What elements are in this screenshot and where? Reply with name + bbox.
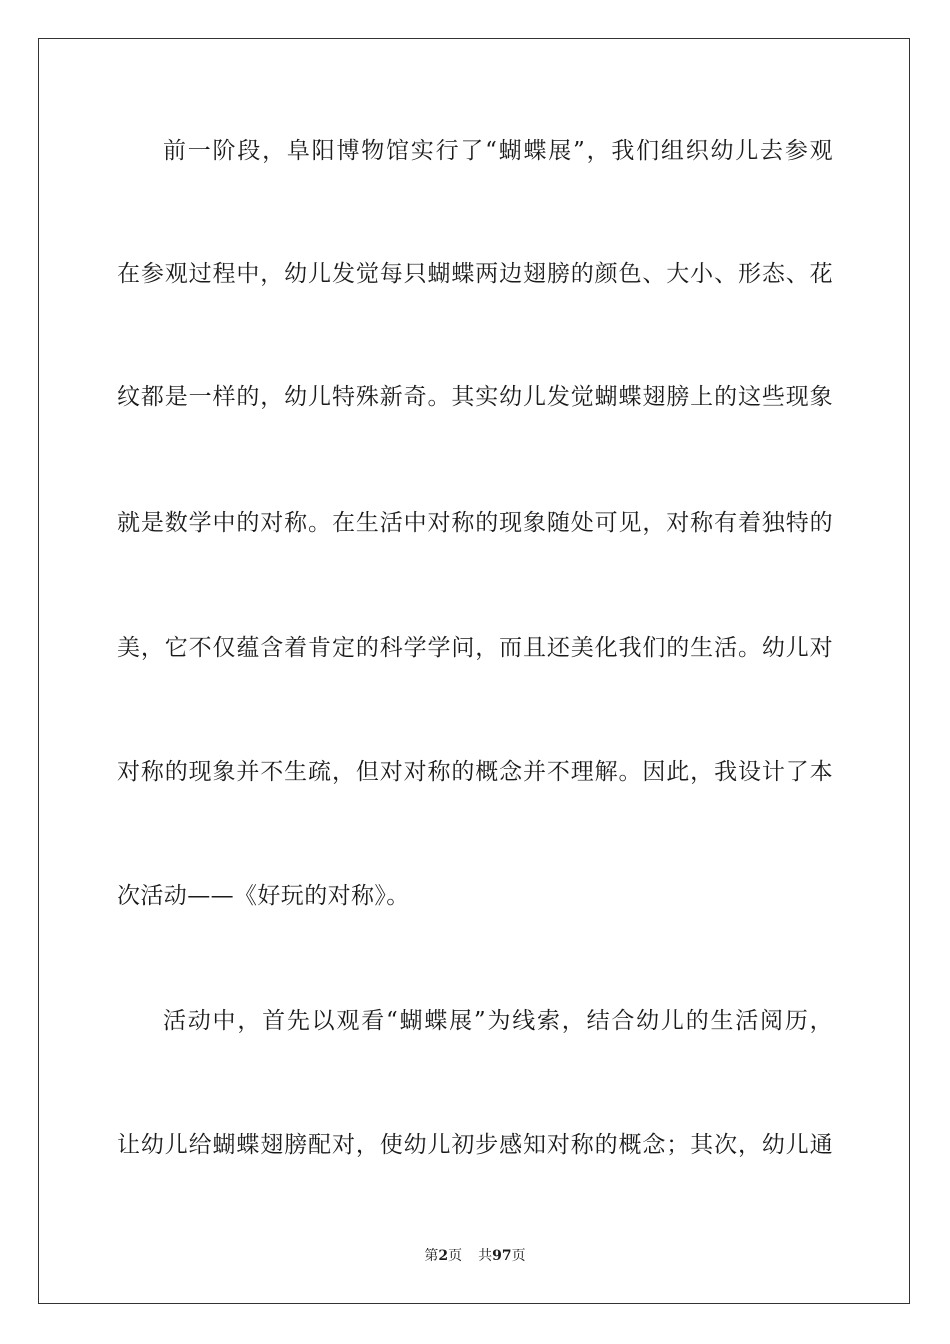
paragraph-2-line-2: 让幼儿给蝴蝶翅膀配对，使幼儿初步感知对称的概念；其次，幼儿通 bbox=[117, 1132, 833, 1158]
page-suffix: 页 bbox=[448, 1248, 463, 1264]
paragraph-1-line-7: 次活动——《好玩的对称》。 bbox=[117, 883, 410, 909]
page-number: 2 bbox=[438, 1248, 449, 1264]
total-suffix: 页 bbox=[511, 1248, 526, 1264]
paragraph-2-line-1: 活动中，首先以观看“蝴蝶展”为线索，结合幼儿的生活阅历， bbox=[163, 1008, 833, 1034]
page-border bbox=[38, 38, 910, 1304]
paragraph-1-line-2: 在参观过程中，幼儿发觉每只蝴蝶两边翅膀的颜色、大小、形态、花 bbox=[117, 261, 833, 287]
paragraph-1-line-3: 纹都是一样的，幼儿特殊新奇。其实幼儿发觉蝴蝶翅膀上的这些现象 bbox=[117, 384, 833, 410]
paragraph-1-line-1: 前一阶段，阜阳博物馆实行了“蝴蝶展”，我们组织幼儿去参观 bbox=[163, 138, 833, 164]
page-footer bbox=[0, 1247, 950, 1265]
paragraph-1-line-6: 对称的现象并不生疏，但对对称的概念并不理解。因此，我设计了本 bbox=[117, 759, 833, 785]
total-pages: 97 bbox=[492, 1248, 512, 1264]
page-prefix: 第 bbox=[424, 1248, 439, 1264]
total-prefix: 共 bbox=[478, 1248, 493, 1264]
paragraph-1-line-4: 就是数学中的对称。在生活中对称的现象随处可见，对称有着独特的 bbox=[117, 510, 833, 536]
paragraph-1-line-5: 美，它不仅蕴含着肯定的科学学问，而且还美化我们的生活。幼儿对 bbox=[117, 635, 833, 661]
